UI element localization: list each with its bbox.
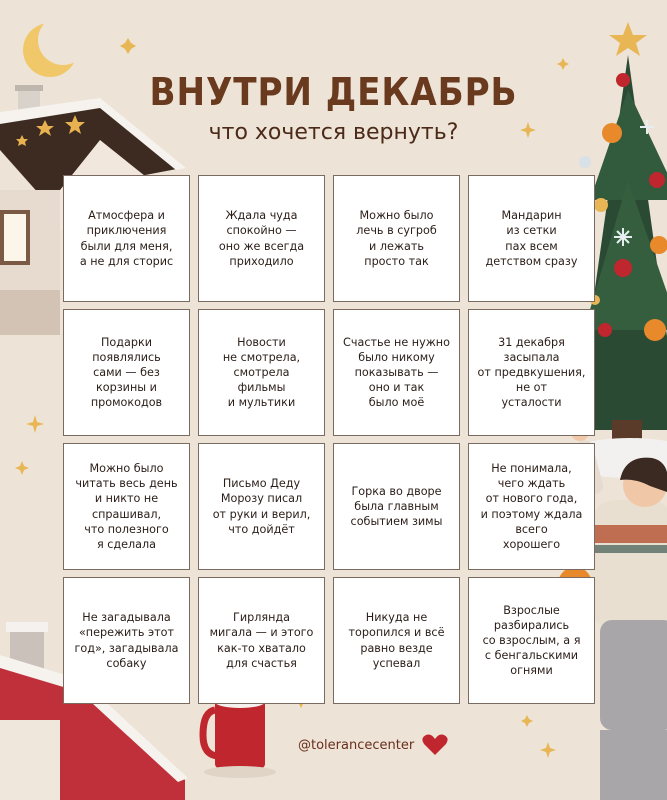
- bingo-cell-text: Гирлянда мигала — и этого как-то хватало для счастья: [209, 611, 314, 670]
- page-subtitle: что хочется вернуть?: [208, 120, 459, 145]
- bingo-cell[interactable]: [468, 175, 595, 302]
- bingo-cell-text: Мандарин из сетки пах всем детством сразу: [485, 209, 578, 268]
- bingo-grid: [63, 175, 595, 705]
- bingo-cell[interactable]: [333, 443, 460, 570]
- footer: [298, 734, 448, 756]
- bingo-cell-text: Можно было читать весь день и никто не спрашивал, что полезного я сделала: [75, 462, 178, 551]
- bingo-cell-text: Никуда не торопился и всё равно везде успевал: [348, 611, 445, 670]
- bingo-cell-text: Новости не смотрела, смотрела фильмы и мультики: [222, 335, 301, 410]
- bingo-cell[interactable]: [333, 309, 460, 436]
- bingo-cell-text: 31 декабря засыпала от предвкушения, не от усталости: [477, 335, 586, 410]
- bingo-cell-text: Ждала чуда спокойно — оно же всегда приходило: [218, 209, 305, 268]
- bingo-cell-text: Можно было лечь в сугроб и лежать просто так: [356, 209, 437, 268]
- bingo-cell[interactable]: [63, 443, 190, 570]
- star-icon: [609, 22, 647, 56]
- account-handle[interactable]: @tolerancecenter: [298, 737, 415, 753]
- moon-icon: [23, 15, 88, 77]
- bingo-cell[interactable]: [63, 175, 190, 302]
- bingo-cell[interactable]: [198, 577, 325, 704]
- bingo-cell-text: Счастье не нужно было никому показывать — оно и так было моё: [343, 335, 450, 410]
- bingo-cell-text: Не понимала, чего ждать от нового года, и поэтому ждала всего хорошего: [480, 462, 583, 551]
- bingo-cell[interactable]: [468, 443, 595, 570]
- bingo-cell[interactable]: [63, 309, 190, 436]
- mug-icon: [203, 696, 276, 778]
- bingo-cell[interactable]: [198, 175, 325, 302]
- bingo-cell-text: Горка во дворе была главным событием зимы: [350, 484, 443, 529]
- bingo-cell-text: Письмо Деду Морозу писал от руки и верил, что дойдёт: [212, 477, 311, 536]
- bingo-cell[interactable]: [198, 309, 325, 436]
- bingo-cell[interactable]: [468, 577, 595, 704]
- bingo-cell-text: Атмосфера и приключения были для меня, а не для сторис: [79, 209, 174, 268]
- bingo-cell[interactable]: [198, 443, 325, 570]
- page-title: ВНУТРИ ДЕКАБРЬ: [149, 70, 518, 114]
- bingo-cell[interactable]: [468, 309, 595, 436]
- bingo-cell-text: Подарки появлялись сами — без корзины и промокодов: [90, 335, 163, 410]
- heart-icon: [422, 734, 448, 756]
- bingo-cell-text: Не загадывала «пережить этот год», загадывала собаку: [74, 611, 179, 670]
- bingo-cell-text: Взрослые разбирались со взрослым, а я с бенгальскими огнями: [482, 603, 581, 678]
- bingo-cell[interactable]: [333, 577, 460, 704]
- bingo-cell[interactable]: [63, 577, 190, 704]
- bingo-cell[interactable]: [333, 175, 460, 302]
